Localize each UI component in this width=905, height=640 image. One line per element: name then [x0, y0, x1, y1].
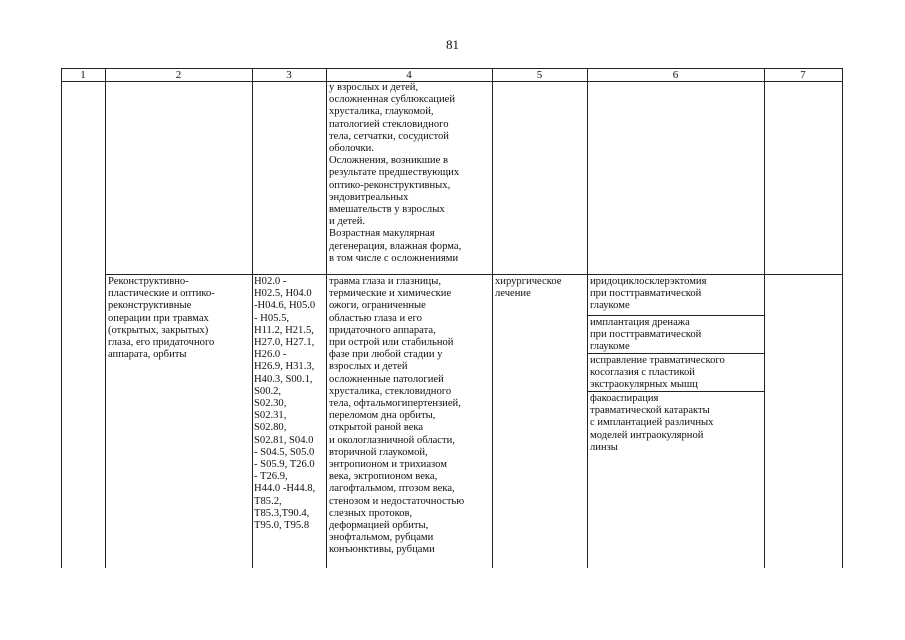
column-divider: [105, 68, 106, 568]
patient-model-text: травма глаза и глазницы, термические и химические ожоги, ограниченные областью глаза и его придаточного аппарата, при острой или стабильной фазе при любой стадии у взрослых и детей осложненные патологией хрусталика, стекловидного тела, офтальмогипертензией, переломом дна орбиты, открытой раной века и окологлазничной области, вторичной глаукомой, энтропионом и трихиазом века, эктропионом века, лагофтальмом, птозом века, стенозом и недостаточностью слезных протоков, деформацией орбиты, энофтальмом, рубцами конъюнктивы, рубцами: [329, 276, 465, 556]
column-divider: [252, 68, 253, 568]
header-col-5: 5: [536, 69, 543, 81]
method-item: факоаспирация травматической катаракты с имплантацией различных моделей интраокулярной линзы: [590, 393, 714, 453]
treatment-type-text: хирургическое лечение: [495, 276, 562, 300]
column-divider: [764, 68, 765, 568]
page-number: 81: [446, 37, 459, 52]
header-col-1: 1: [80, 69, 86, 81]
method-item: исправление травматического косоглазия с пластикой экстраокулярных мышц: [590, 355, 725, 391]
procedures-table: [61, 68, 843, 568]
header-col-2: 2: [175, 69, 182, 81]
row-divider: [105, 274, 843, 275]
method-divider: [587, 315, 764, 316]
column-divider: [326, 68, 327, 568]
method-item: иридоциклосклерэктомия при посттравматической глаукоме: [590, 276, 707, 312]
icd-codes-text: H02.0 - H02.5, H04.0 -H04.6, H05.0 - H05.5, H11.2, H21.5, H27.0, H27.1, H26.0 - H26.9, H31.3, H40.3, S00.1, S00.2, S02.30, S02.31, S02.80, S02.81, S04.0 - S04.5, S05.0 - S05.9, T26.0 - T26.9, H44.0 -H44.8, T85.2, T85.3,T90.4, T95.0, T95.8: [254, 276, 316, 532]
care-type-text: Реконструктивно- пластические и оптико- реконструктивные операции при травмах (открытых, закрытых) глаза, его придаточного аппарата, орбиты: [108, 276, 215, 361]
column-divider: [492, 68, 493, 568]
method-item: имплантация дренажа при посттравматической глаукоме: [590, 317, 702, 353]
header-col-7: 7: [800, 69, 806, 81]
table-border-left: [61, 68, 62, 568]
column-divider: [587, 68, 588, 568]
header-col-3: 3: [286, 69, 292, 81]
header-col-4: 4: [406, 69, 412, 81]
continuation-model-text: у взрослых и детей, осложненная сублюксацией хрусталика, глаукомой, патологией стекловидного тела, сетчатки, сосудистой оболочки. Осложнения, возникшие в результате предшествующих оптико-реконструктивных, эндовитреальных вмешательств у взрослых и детей. Возрастная макулярная дегенерация, влажная форма, в том числе с осложнениями: [329, 82, 462, 264]
header-col-6: 6: [672, 69, 679, 81]
table-border-right: [842, 68, 843, 568]
